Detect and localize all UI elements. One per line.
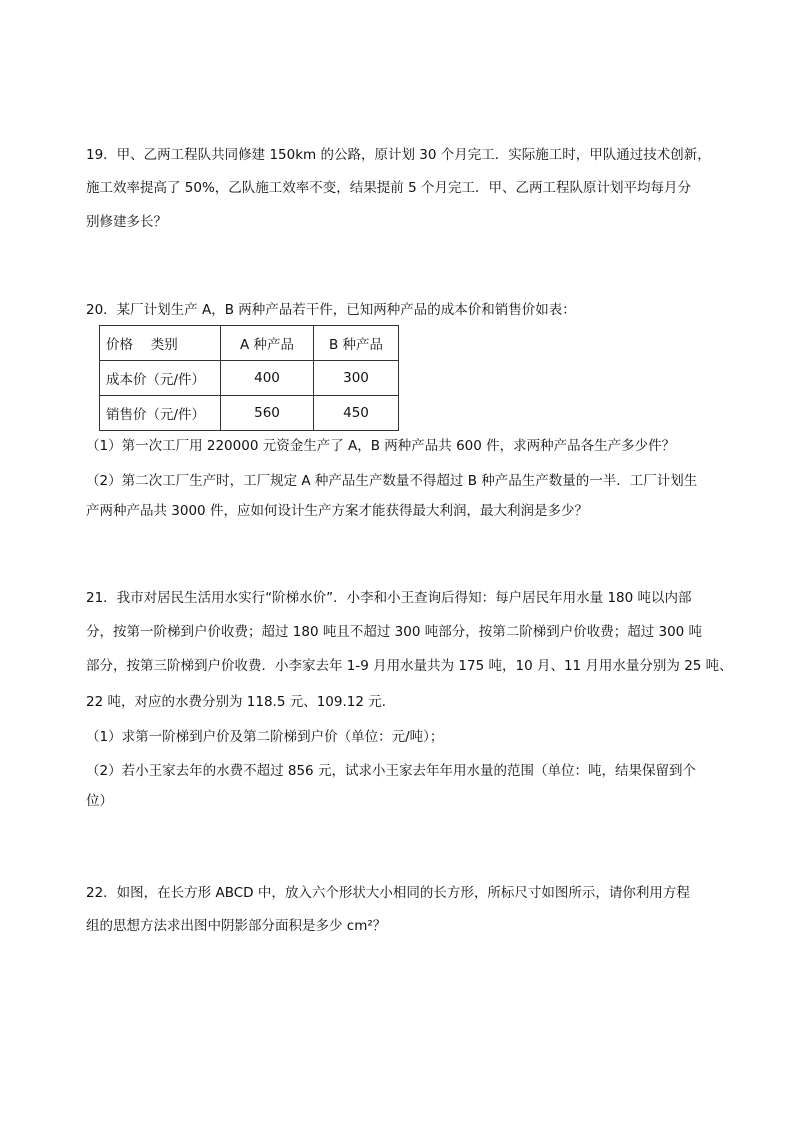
q21-line: 部分，按第三阶梯到户价收费．小李家去年 1-9 月用水量共为 175 吨，10 月、11 月用水量分别为 25 吨、 (86, 658, 733, 674)
table-cell: 300 (314, 361, 399, 396)
table-cell: 560 (221, 396, 314, 431)
q22-line: 22．如图，在长方形 ABCD 中，放入六个形状大小相同的长方形，所标尺寸如图所示，请你利用方程 (86, 885, 690, 901)
table-header-cell: A 种产品 (221, 326, 314, 361)
q20-part: （2）第二次工厂生产时，工厂规定 A 种产品生产数量不得超过 B 种产品生产数量的一半．工厂计划生 (86, 473, 698, 489)
table-cell: 450 (314, 396, 399, 431)
q19-line: 别修建多长？ (86, 214, 167, 230)
q21-line: （1）求第一阶梯到户价及第二阶梯到户价（单位：元/吨）； (86, 729, 444, 745)
q21-line: 分，按第一阶梯到户价收费；超过 180 吨且不超过 300 吨部分，按第二阶梯到户价收费；超过 300 吨 (86, 624, 703, 640)
q21-line: 22 吨，对应的水费分别为 118.5 元、109.12 元． (86, 694, 396, 710)
table-cell: 400 (221, 361, 314, 396)
q20-part: （1）第一次工厂用 220000 元资金生产了 A，B 两种产品共 600 件，求两种产品各生产多少件？ (86, 438, 676, 454)
q21-line: 位） (86, 793, 113, 809)
table-header-cell: 价格 类别 (100, 326, 221, 361)
table-row (100, 396, 399, 431)
table-cell: 销售价（元/件） (100, 396, 221, 431)
q19-line: 19．甲、乙两工程队共同修建 150km 的公路，原计划 30 个月完工．实际施工时，甲队通过技术创新， (86, 147, 711, 163)
q20-part: 产两种产品共 3000 件，应如何设计生产方案才能获得最大利润，最大利润是多少？ (86, 503, 588, 519)
table-row (100, 361, 399, 396)
q21-line: （2）若小王家去年的水费不超过 856 元，试求小王家去年年用水量的范围（单位：吨，结果保留到个 (86, 763, 696, 779)
q19-line: 施工效率提高了 50%，乙队施工效率不变，结果提前 5 个月完工．甲、乙两工程队原计划平均每月分 (86, 180, 691, 196)
q20-intro: 20．某厂计划生产 A，B 两种产品若干件，已知两种产品的成本价和销售价如表： (86, 302, 576, 318)
table-cell: 成本价（元/件） (100, 361, 221, 396)
q21-line: 21．我市对居民生活用水实行“阶梯水价”．小李和小王查询后得知：每户居民年用水量 180 吨以内部 (86, 590, 692, 606)
table-header-row (100, 326, 399, 361)
table-header-cell: B 种产品 (314, 326, 399, 361)
price-table (99, 325, 399, 431)
q22-line: 组的思想方法求出图中阴影部分面积是多少 cm²？ (86, 918, 387, 934)
